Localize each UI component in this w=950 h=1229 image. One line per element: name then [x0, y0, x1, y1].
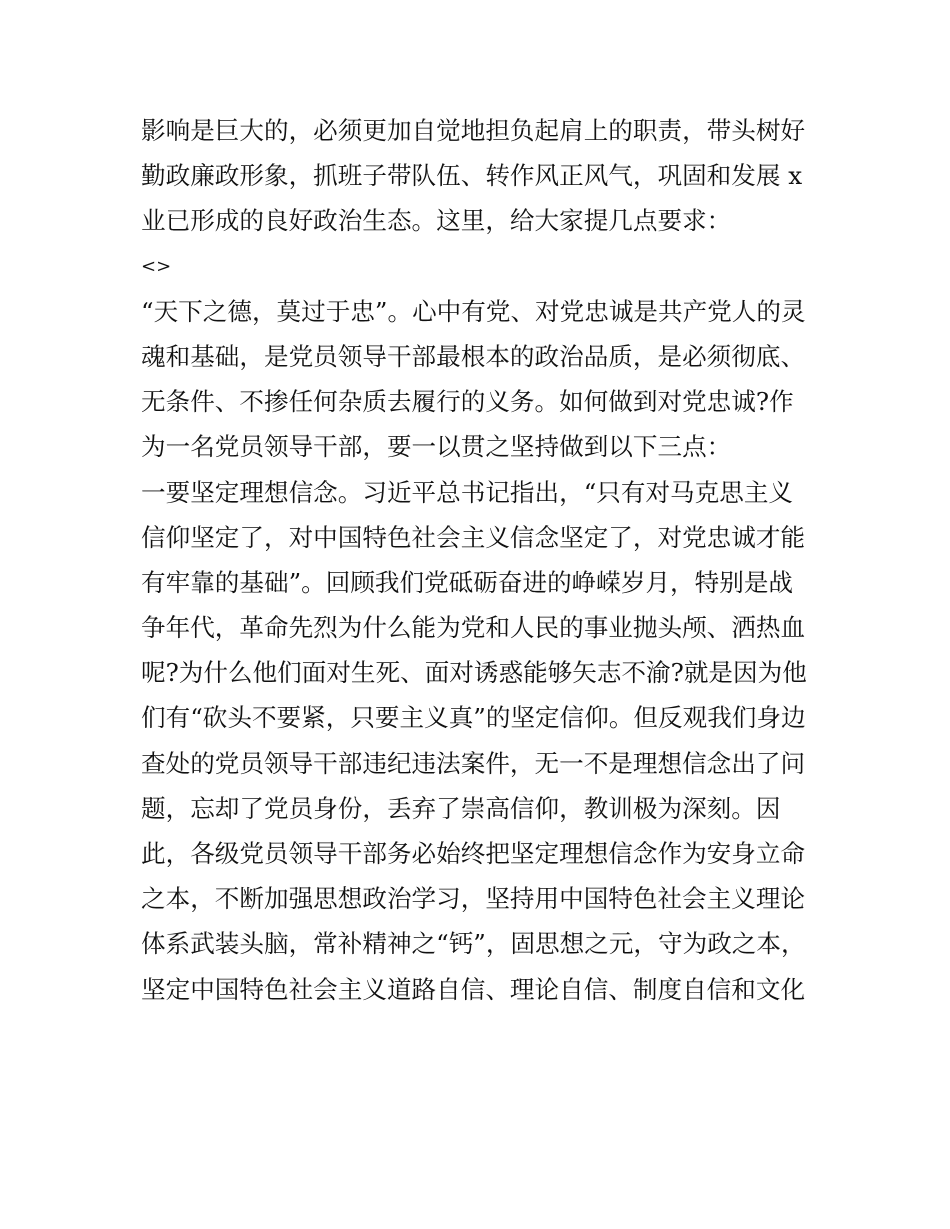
body-text — [141, 108, 821, 1012]
text-line: 题，忘却了党员身份，丢弃了崇高信仰，教训极为深刻。因 — [141, 793, 781, 823]
text-line: 体系武装头脑，常补精神之“钙”，固思想之元，守为政之本， — [141, 929, 806, 959]
text-line: 呢?为什么他们面对生死、面对诱惑能够矢志不渝?就是因为他 — [141, 658, 807, 688]
text-line: 之本，不断加强思想政治学习，坚持用中国特色社会主义理论 — [141, 884, 806, 914]
text-line: 查处的党员领导干部违纪违法案件，无一不是理想信念出了问 — [141, 748, 806, 778]
text-line: 魂和基础，是党员领导干部最根本的政治品质，是必须彻底、 — [141, 341, 806, 371]
text-line: 一要坚定理想信念。习近平总书记指出，“只有对马克思主义 — [141, 477, 794, 507]
text-line: 无条件、不掺任何杂质去履行的义务。如何做到对党忠诚?作 — [141, 387, 794, 417]
text-line: 信仰坚定了，对中国特色社会主义信念坚定了，对党忠诚才能 — [141, 522, 806, 552]
text-line: 影响是巨大的，必须更加自觉地担负起肩上的职责，带头树好 — [141, 116, 806, 145]
text-line: 为一名党员领导干部，要一以贯之坚持做到以下三点： — [141, 432, 732, 462]
text-line: 勤政廉政形象，抓班子带队伍、转作风正风气，巩固和发展 x — [141, 161, 803, 191]
text-line: 们有“砍头不要紧，只要主义真”的坚定信仰。但反观我们身边 — [141, 703, 806, 733]
text-line: 有牢靠的基础”。回顾我们党砥砺奋进的峥嵘岁月，特别是战 — [141, 567, 794, 597]
text-line: “天下之德，莫过于忠”。心中有党、对党忠诚是共产党人的灵 — [141, 296, 806, 326]
text-line: 此，各级党员领导干部务必始终把坚定理想信念作为安身立命 — [141, 839, 806, 868]
text-line: 坚定中国特色社会主义道路自信、理论自信、制度自信和文化 — [141, 974, 806, 1004]
text-line: 业已形成的良好政治生态。这里，给大家提几点要求： — [141, 206, 732, 236]
text-line: <> — [141, 255, 172, 277]
text-line: 争年代，革命先烈为什么能为党和人民的事业抛头颅、洒热血 — [141, 613, 806, 643]
